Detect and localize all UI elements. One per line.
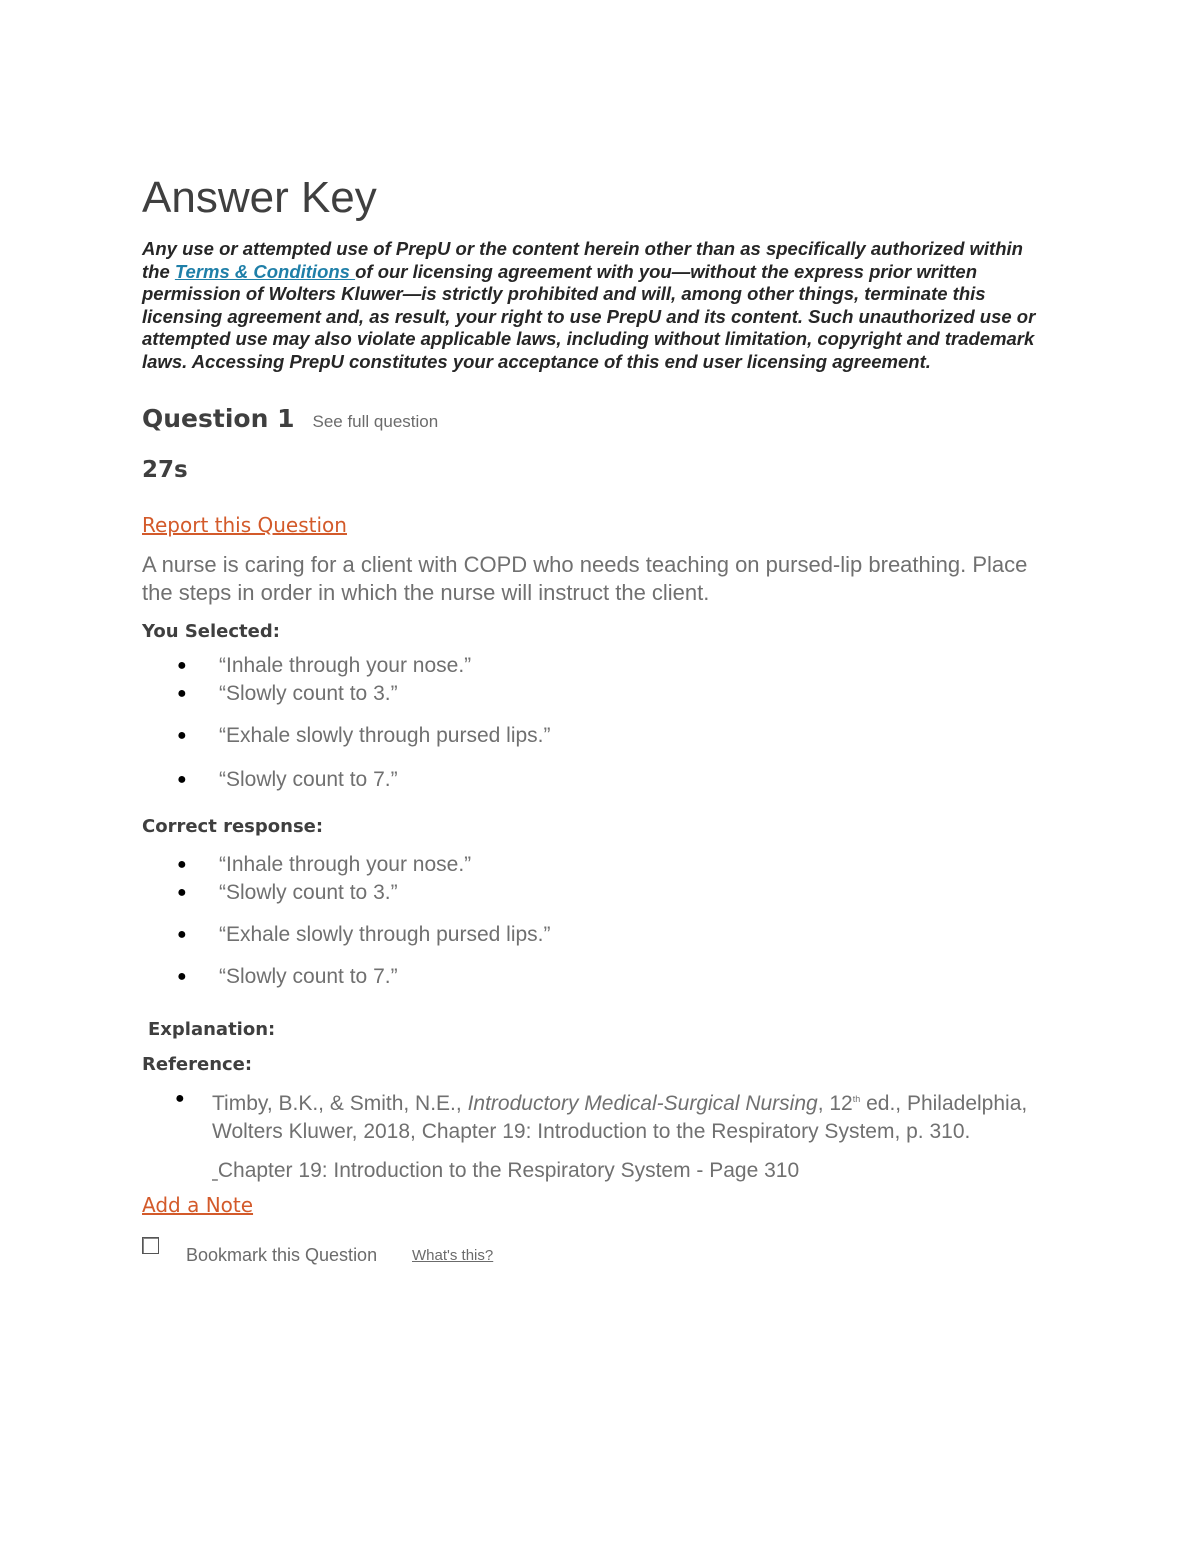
reference-edition-suffix: th bbox=[852, 1093, 861, 1104]
legal-text-part1: Any use or attempted use of PrepU or the content herein other than as specifically authorized within the bbox=[142, 238, 1023, 282]
bullet-icon: ● bbox=[177, 656, 187, 674]
step-text: “Slowly count to 3.” bbox=[219, 681, 398, 705]
list-item bbox=[142, 766, 1047, 794]
answer-key-page bbox=[142, 172, 1047, 1267]
reference-book-title: Introductory Medical-Surgical Nursing bbox=[467, 1091, 818, 1115]
reference-item bbox=[142, 1085, 1047, 1146]
bookmark-checkbox[interactable] bbox=[142, 1237, 159, 1254]
add-note-link[interactable]: Add a Note bbox=[142, 1192, 254, 1217]
reference-label: Reference: bbox=[142, 1053, 253, 1075]
question-time: 27s bbox=[142, 456, 188, 483]
question-title: Question 1 bbox=[142, 403, 295, 433]
reference-list bbox=[142, 1085, 1047, 1146]
chapter-page-link[interactable] bbox=[212, 1159, 1047, 1183]
step-text: “Exhale slowly through pursed lips.” bbox=[219, 922, 551, 946]
bookmark-label: Bookmark this Question bbox=[186, 1244, 378, 1265]
reference-rest: ed., Philadelphia, Wolters Kluwer, 2018, Chapter 19: Introduction to the Respiratory System, p. 310. bbox=[212, 1091, 1028, 1143]
bullet-icon: ● bbox=[177, 726, 187, 744]
reference-edition: , 12 bbox=[817, 1091, 853, 1115]
bullet-icon: ● bbox=[177, 883, 187, 901]
legal-text-part2: of our licensing agreement with you—without the express prior written permission of Wolters Kluwer—is strictly prohibited and will, among other things, terminate this licensing agreement and, as result, your right to use PrepU and its content. Such unauthorized use or attempted use may also violate applicable laws, including without limitation, copyright and trademark laws. Accessing PrepU constitutes your acceptance of this end user licensing agreement. bbox=[142, 260, 1036, 372]
report-question-link[interactable]: Report this Question bbox=[142, 512, 347, 537]
list-item bbox=[142, 963, 1047, 991]
list-item bbox=[142, 722, 1047, 750]
list-item bbox=[142, 652, 1047, 680]
bookmark-row bbox=[142, 1237, 1047, 1267]
step-text: “Slowly count to 7.” bbox=[219, 964, 398, 988]
reference-authors: Timby, B.K., & Smith, N.E., bbox=[212, 1091, 468, 1115]
bullet-icon: ● bbox=[177, 770, 187, 788]
list-item bbox=[142, 879, 1047, 907]
correct-response-label: Correct response: bbox=[142, 815, 324, 837]
question-stem: A nurse is caring for a client with COPD who needs teaching on pursed-lip breathing. Place the steps in order in which the nurse will instruct the client. bbox=[142, 551, 1028, 605]
correct-response-list bbox=[142, 851, 1047, 991]
question-header bbox=[142, 404, 1047, 433]
page-title: Answer Key bbox=[142, 173, 377, 222]
list-item bbox=[142, 921, 1047, 949]
step-text: “Inhale through your nose.” bbox=[219, 653, 472, 677]
step-text: “Slowly count to 3.” bbox=[219, 880, 398, 904]
step-text: “Exhale slowly through pursed lips.” bbox=[219, 723, 551, 747]
bullet-icon: ● bbox=[175, 1089, 185, 1107]
step-text: “Inhale through your nose.” bbox=[219, 852, 472, 876]
chapter-page-text: Chapter 19: Introduction to the Respiratory System - Page 310 bbox=[217, 1158, 800, 1182]
list-item bbox=[142, 851, 1047, 879]
you-selected-label: You Selected: bbox=[142, 620, 280, 642]
bullet-icon: ● bbox=[177, 855, 187, 873]
list-item bbox=[142, 680, 1047, 708]
step-text: “Slowly count to 7.” bbox=[219, 767, 398, 791]
bullet-icon: ● bbox=[177, 925, 187, 943]
legal-notice bbox=[142, 238, 1047, 374]
terms-conditions-link[interactable]: Terms & Conditions bbox=[174, 260, 356, 282]
bullet-icon: ● bbox=[177, 684, 187, 702]
explanation-label: Explanation: bbox=[148, 1018, 276, 1040]
see-full-question-link[interactable]: See full question bbox=[312, 411, 439, 431]
you-selected-list bbox=[142, 652, 1047, 794]
whats-this-link[interactable]: What's this? bbox=[412, 1246, 494, 1264]
bullet-icon: ● bbox=[177, 967, 187, 985]
